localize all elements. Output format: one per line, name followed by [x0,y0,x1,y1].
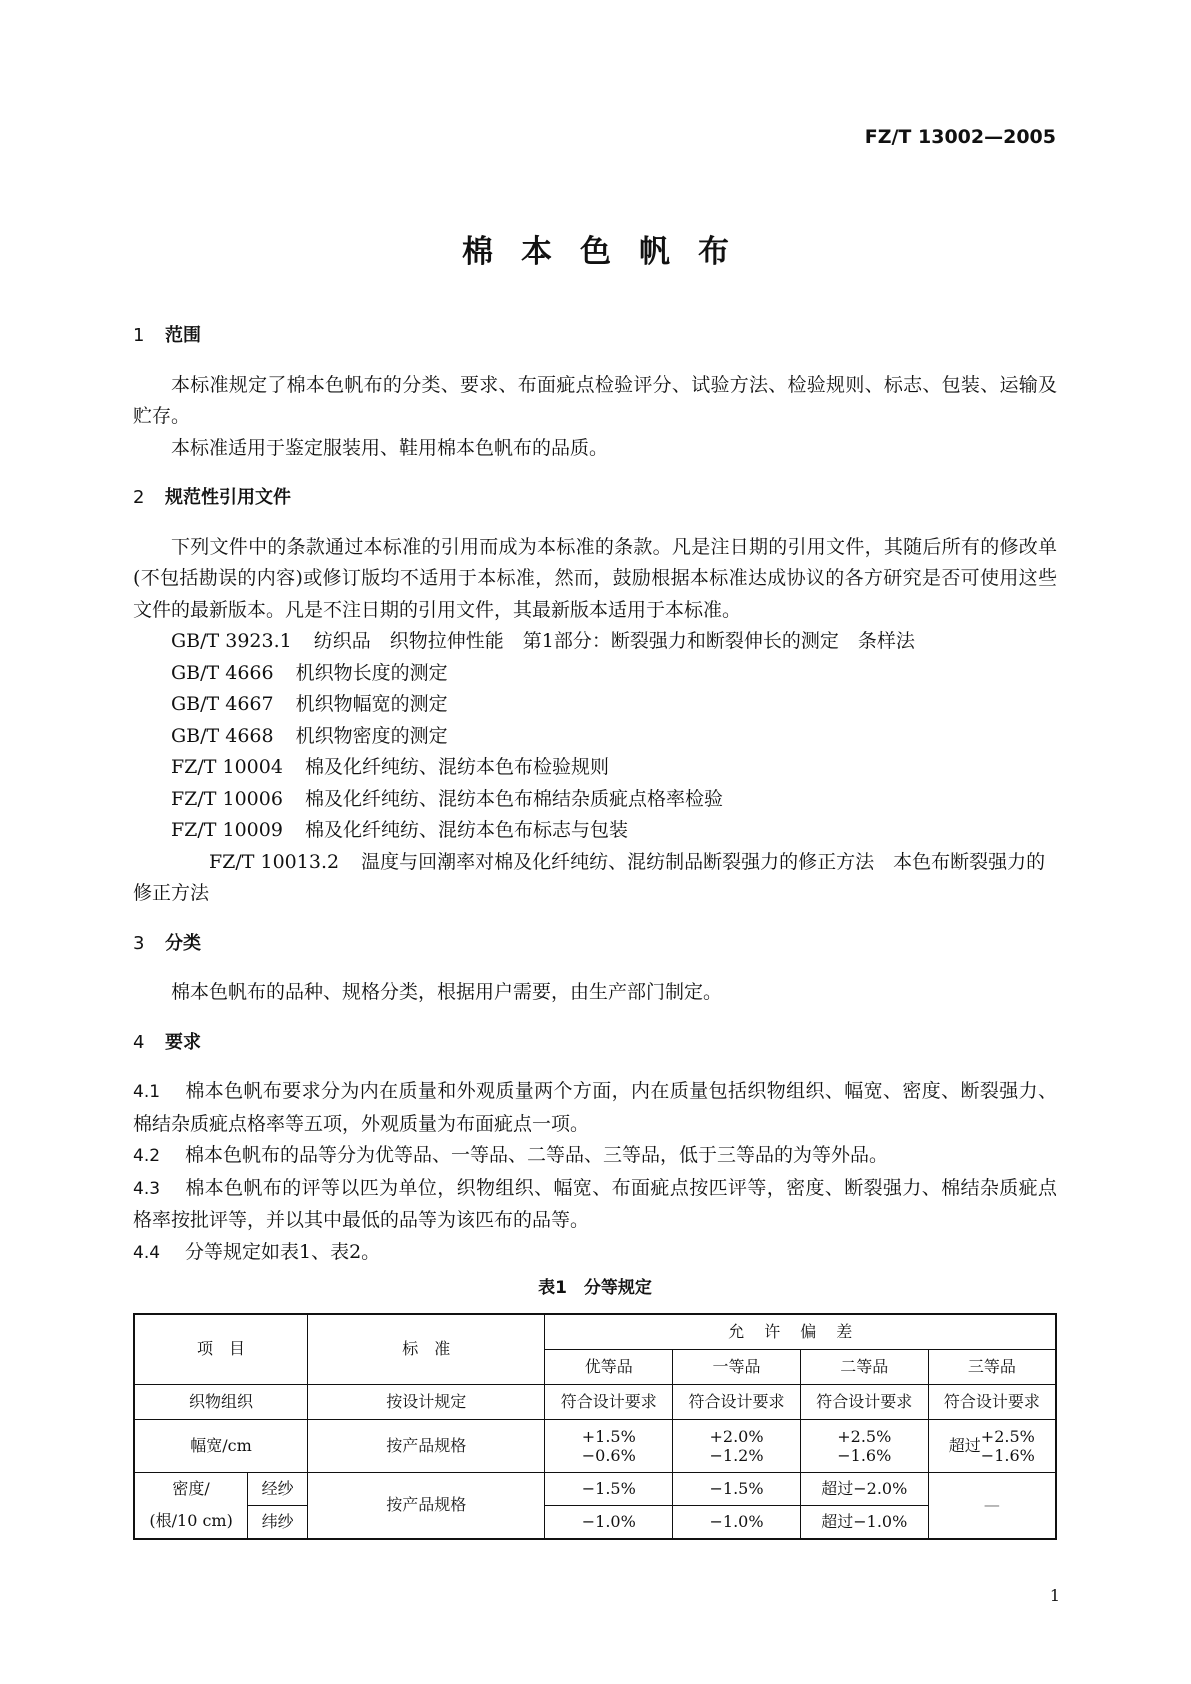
table-cell: 符合设计要求 [673,1384,801,1419]
density-label: 密度/ [172,1479,210,1498]
reference-item [133,847,1057,910]
standard-number: FZ/T 13002—2005 [864,126,1056,148]
reference-code: FZ/T 10006 [171,787,283,810]
row-label: 织物组织 [134,1384,308,1419]
reference-code: FZ/T 10009 [171,819,283,841]
clause-number: 4.3 [133,1178,161,1199]
sub-row-label: 纬纱 [248,1505,308,1539]
density-unit: (根/10 cm) [149,1511,233,1530]
paragraph: 本标准适用于鉴定服装用、鞋用棉本色帆布的品质。 [171,436,609,459]
grade-header: 二等品 [800,1349,928,1384]
header-allowance [545,1314,1056,1350]
clause [133,1237,1057,1270]
clause-text: 棉本色帆布的评等以匹为单位，织物组织、幅宽、布面疵点按匹评等，密度、断裂强力、棉结杂质疵点格率按批评等，并以其中最低的品等为该匹布的品等。 [133,1176,1057,1231]
upper-tolerance: +1.5% [581,1426,636,1446]
section-number: 1 [133,325,145,346]
clause-text: 棉本色帆布要求分为内在质量和外观质量两个方面，内在质量包括织物组织、幅宽、密度、断裂强力、棉结杂质疵点格率等五项，外观质量为布面疵点一项。 [133,1080,1057,1135]
header-allowance-label: 允许偏差 [728,1321,873,1341]
section-title: 分类 [165,932,201,954]
header-item-label: 项 目 [197,1339,246,1359]
upper-tolerance: +2.5% [837,1426,892,1446]
reference-code: GB/T 4668 [171,724,274,747]
reference-item [133,815,1057,847]
table-cell: 超过−2.0% [800,1472,928,1505]
row-standard: 按产品规格 [308,1419,545,1472]
table-cell: −1.0% [673,1505,801,1539]
table-cell: 符合设计要求 [928,1384,1056,1419]
clause [133,1076,1057,1140]
row-standard: 按产品规格 [308,1472,545,1539]
table-header-row [134,1314,1056,1350]
reference-code: GB/T 4666 [171,661,274,684]
grade-header: 三等品 [928,1349,1056,1384]
lower-tolerance: −0.6% [581,1445,636,1465]
grading-table [133,1313,1057,1540]
reference-code: GB/T 4667 [171,693,274,715]
reference-item [133,658,1057,690]
section-number: 2 [133,487,145,508]
paragraph: 棉本色帆布的品种、规格分类，根据用户需要，由生产部门制定。 [171,981,723,1003]
table-cell: 符合设计要求 [545,1384,673,1419]
table-row [134,1505,1056,1539]
reference-title: 棉及化纤纯纺、混纺本色布棉结杂质疵点格率检验 [304,787,723,810]
upper-tolerance: +2.5% [980,1426,1035,1446]
row-standard: 按设计规定 [308,1384,545,1419]
section-heading-2 [133,482,1057,514]
section-heading-1 [133,320,1057,352]
reference-title: 棉及化纤纯纺、混纺本色布标志与包装 [304,819,628,841]
reference-title: 棉及化纤纯纺、混纺本色布检验规则 [304,756,609,778]
clause [133,1173,1057,1237]
paragraph: 本标准规定了棉本色帆布的分类、要求、布面疵点检验评分、试验方法、检验规则、标志、包装、运输及贮存。 [133,373,1057,427]
row-label [134,1472,248,1539]
section-title: 要求 [165,1031,201,1053]
table-cell [545,1419,673,1472]
table-cell: 符合设计要求 [800,1384,928,1419]
section-title: 规范性引用文件 [165,487,291,508]
sub-row-label: 经纱 [248,1472,308,1505]
lower-tolerance: −1.2% [709,1445,764,1465]
paragraph: 下列文件中的条款通过本标准的引用而成为本标准的条款。凡是注日期的引用文件，其随后所有的修改单(不包括勘误的内容)或修订版均不适用于本标准，然而，鼓励根据本标准达成协议的各方研究是否可使用这些文件的最新版本。凡是不注日期的引用文件，其最新版本适用于本标准。 [133,535,1057,621]
clause-number: 4.4 [133,1242,161,1263]
table-caption: 表1 分等规定 [538,1278,652,1298]
reference-item [133,721,1057,753]
clause [133,1140,1057,1173]
clause-text: 分等规定如表1、表2。 [185,1240,381,1263]
reference-item [133,752,1057,784]
table-row [134,1384,1056,1419]
section-heading-4 [133,1027,1057,1059]
exceed-prefix: 超过 [948,1435,981,1455]
clause-number: 4.2 [133,1146,161,1166]
reference-item [133,689,1057,721]
reference-item [133,626,1057,658]
table-cell [928,1419,1056,1472]
reference-title: 温度与回潮率对棉及化纤纯纺、混纺制品断裂强力的修正方法 本色布断裂强力的修正方法 [133,850,1046,904]
reference-code: GB/T 3923.1 [171,630,292,652]
table-cell [800,1419,928,1472]
reference-title: 机织物幅宽的测定 [295,693,448,715]
table-cell [673,1419,801,1472]
table-cell: −1.0% [545,1505,673,1539]
reference-item [133,784,1057,816]
row-label: 幅宽/cm [134,1419,308,1472]
section-title: 范围 [165,325,201,346]
table-cell: −1.5% [545,1472,673,1505]
section-heading-3 [133,928,1057,960]
reference-code: FZ/T 10004 [171,756,283,778]
table-cell: −1.5% [673,1472,801,1505]
page-number: 1 [1049,1586,1060,1605]
section-number: 3 [133,932,145,954]
grade-header: 一等品 [673,1349,801,1384]
table-row [134,1419,1056,1472]
grade-header: 优等品 [545,1349,673,1384]
document-body [133,320,1057,1540]
reference-title: 纺织品 织物拉伸性能 第1部分：断裂强力和断裂伸长的测定 条样法 [313,630,915,652]
lower-tolerance: −1.6% [837,1445,892,1465]
table-cell: 超过−1.0% [800,1505,928,1539]
header-standard-label: 标 准 [402,1339,451,1359]
reference-code: FZ/T 10013.2 [209,850,340,873]
table-cell: — [928,1472,1056,1539]
table-row [134,1472,1056,1505]
reference-title: 机织物密度的测定 [295,724,448,747]
lower-tolerance: −1.6% [980,1445,1035,1465]
header-standard [308,1314,545,1385]
clause-number: 4.1 [133,1082,161,1102]
clause-text: 棉本色帆布的品等分为优等品、一等品、二等品、三等品，低于三等品的为等外品。 [185,1144,889,1166]
section-number: 4 [133,1031,145,1053]
reference-title: 机织物长度的测定 [295,661,448,684]
header-item [134,1314,308,1385]
page-title: 棉本色帆布 [462,234,757,270]
upper-tolerance: +2.0% [709,1426,764,1446]
